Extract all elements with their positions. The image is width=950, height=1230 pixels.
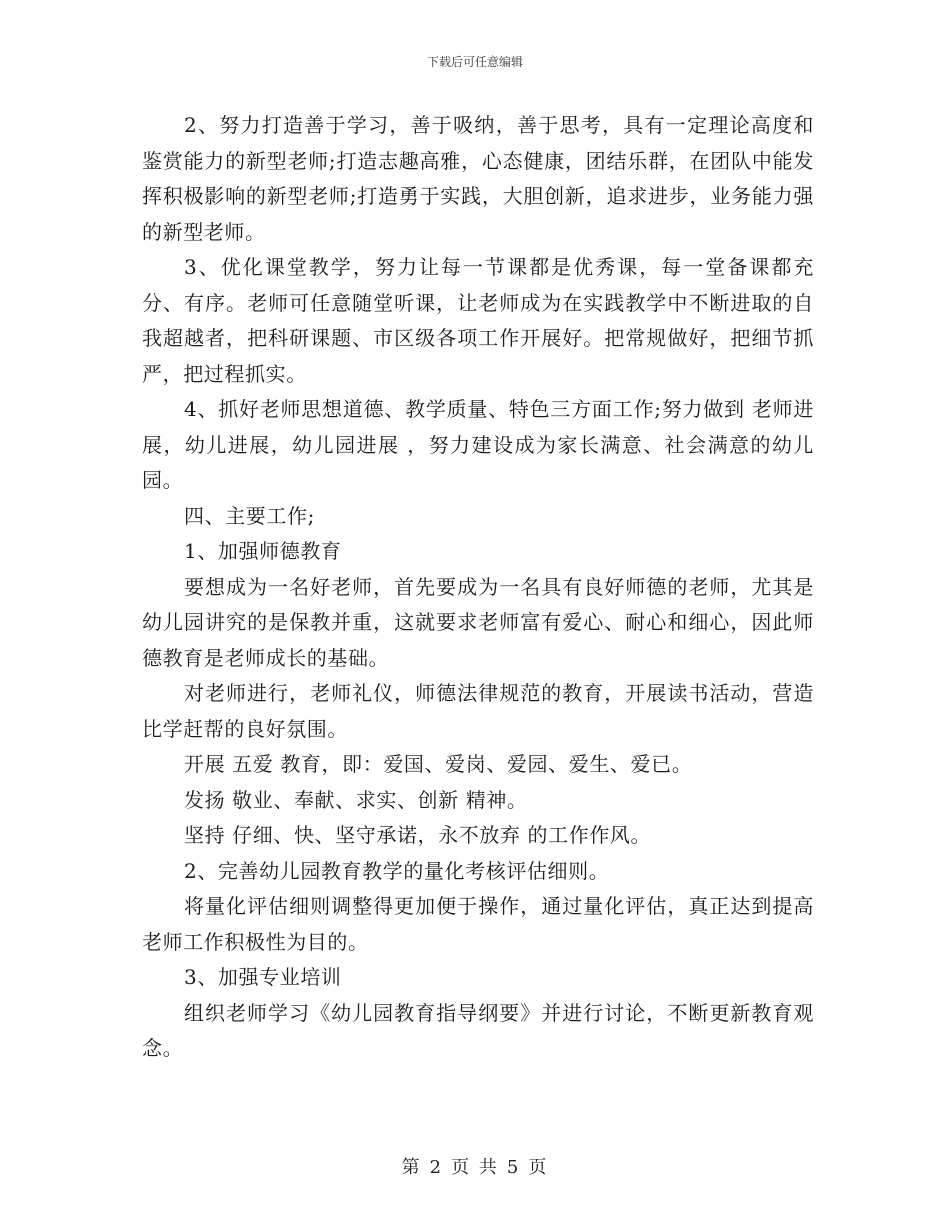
document-body [142,108,814,1067]
paragraph-five-loves: 开展 五爱 教育，即：爱国、爱岗、爱园、爱生、爱已。 [184,752,693,776]
paragraph-goal-3: 3、优化课堂教学，努力让每一节课都是优秀课，每一堂备课都充分、有序。老师可任意随堂听课，让老师成为在实践教学中不断进取的自我超越者，把科研课题、市区级各项工作开展好。把常规做好，把细节抓严，把过程抓实。 [142,255,814,386]
footer-suffix: 页 [528,1157,549,1178]
page-footer [0,1153,950,1179]
footer-current-page: 2 [429,1157,444,1178]
page-header: 下载后可任意编辑 [426,55,523,69]
subheading-assessment: 2、完善幼儿园教育教学的量化考核评估细则。 [184,858,610,883]
paragraph-goal-2: 2、努力打造善于学习，善于吸纳，善于思考，具有一定理论高度和鉴赏能力的新型老师;打造志趣高雅，心态健康，团结乐群，在团队中能发挥积极影响的新型老师;打造勇于实践，大胆创新，追求进步，业务能力强的新型老师。 [142,113,814,244]
subheading-training: 3、加强专业培训 [184,965,342,989]
section-heading-main-work: 四、主要工作; [184,503,315,528]
footer-prefix: 第 [401,1157,422,1178]
paragraph-goal-4: 4、抓好老师思想道德、教学质量、特色三方面工作;努力做到 老师进展，幼儿进展，幼儿园进展 ，努力建设成为家长满意、社会满意的幼儿园。 [142,397,814,492]
paragraph-ethics-activities: 对老师进行，老师礼仪，师德法律规范的教育，开展读书活动，营造比学赶帮的良好氛围。 [142,681,814,741]
paragraph-work-style: 坚持 仔细、快、坚守承诺，永不放弃 的工作作风。 [184,823,652,847]
footer-total-pages: 5 [506,1157,521,1178]
paragraph-training: 组织老师学习《幼儿园教育指导纲要》并进行讨论，不断更新教育观念。 [142,1000,814,1060]
paragraph-ethics-intro: 要想成为一名好老师，首先要成为一名具有良好师德的老师，尤其是幼儿园讲究的是保教并重，这就要求老师富有爱心、耐心和细心，因此师德教育是老师成长的基础。 [142,574,814,670]
footer-middle: 页 共 [451,1157,499,1178]
subheading-ethics-education: 1、加强师德教育 [184,539,342,563]
paragraph-assessment: 将量化评估细则调整得更加便于操作，通过量化评估，真正达到提高老师工作积极性为目的。 [142,894,814,954]
paragraph-spirit: 发扬 敬业、奉献、求实、创新 精神。 [184,787,528,812]
